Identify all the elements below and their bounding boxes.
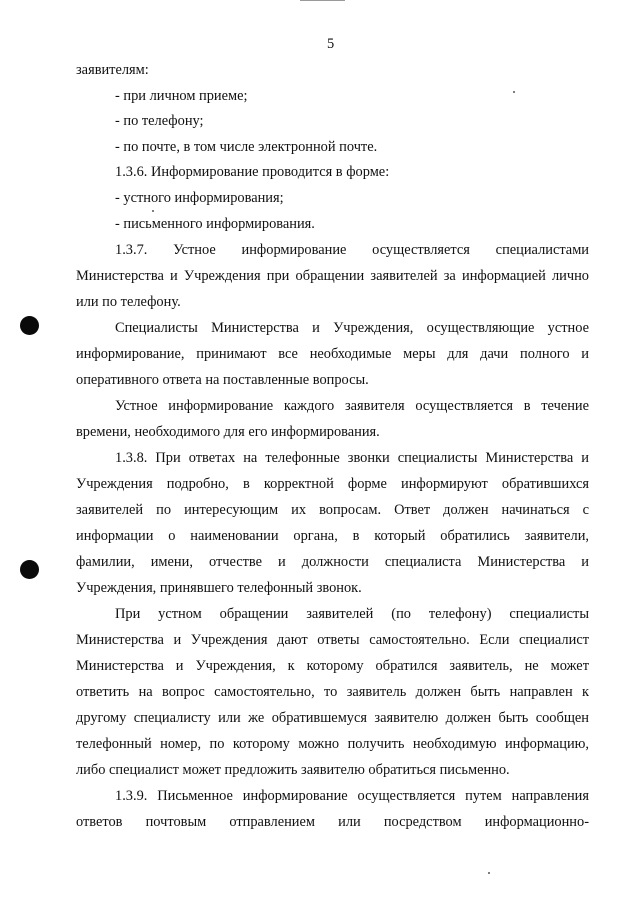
punch-hole-mark [20, 316, 39, 335]
text-line: Устное информирование каждого заявителя осуществляется в течение [115, 398, 589, 414]
text-line: другому специалисту или же обратившемуся заявителю должен быть сообщен [76, 710, 589, 726]
text-line: Учреждения подробно, в корректной форме информируют обратившихся [76, 476, 589, 492]
text-line: 1.3.6. Информирование проводится в форме: [115, 164, 390, 180]
text-line: ответов почтовым отправлением или посредством информационно- [76, 814, 589, 830]
text-line: заявителей по интересующим их вопросам. Ответ должен начинаться с [76, 502, 589, 518]
text-line: телефонный номер, по которому можно получить необходимую информацию, [76, 736, 589, 752]
text-line: информации о наименовании органа, в который обратились заявители, [76, 528, 589, 544]
scan-speck [488, 872, 490, 874]
text-line: Специалисты Министерства и Учреждения, осуществляющие устное [115, 320, 589, 336]
text-line: ответить на вопрос самостоятельно, то заявитель должен быть направлен к [76, 684, 589, 700]
scan-speck [152, 210, 154, 212]
text-line: Министерства и Учреждения дают ответы самостоятельно. Если специалист [76, 632, 589, 648]
text-line: фамилии, имени, отчестве и должности специалиста Министерства и [76, 554, 589, 570]
text-line: времени, необходимого для его информирования. [76, 424, 380, 440]
text-line: заявителям: [76, 62, 149, 78]
text-line: 1.3.8. При ответах на телефонные звонки специалисты Министерства и [115, 450, 589, 466]
page-number: 5 [327, 36, 335, 52]
text-line: При устном обращении заявителей (по телефону) специалисты [115, 606, 589, 622]
text-line: - письменного информирования. [115, 216, 315, 232]
text-line: или по телефону. [76, 294, 181, 310]
text-line: оперативного ответа на поставленные вопросы. [76, 372, 369, 388]
text-line: - при личном приеме; [115, 88, 248, 104]
text-line: Учреждения, принявшего телефонный звонок. [76, 580, 362, 596]
punch-hole-mark [20, 560, 39, 579]
text-line: - устного информирования; [115, 190, 284, 206]
scan-edge-mark [300, 0, 345, 1]
text-line: информирование, принимают все необходимые меры для дачи полного и [76, 346, 589, 362]
text-line: - по почте, в том числе электронной почте. [115, 139, 378, 155]
text-line: 1.3.9. Письменное информирование осуществляется путем направления [115, 788, 589, 804]
text-line: Министерства и Учреждения при обращении заявителей за информацией лично [76, 268, 589, 284]
text-line: 1.3.7. Устное информирование осуществляется специалистами [115, 242, 589, 258]
text-line: Министерства и Учреждения, к которому обратился заявитель, не может [76, 658, 589, 674]
scan-speck [513, 91, 515, 93]
text-line: - по телефону; [115, 113, 204, 129]
text-line: либо специалист может предложить заявителю обратиться письменно. [76, 762, 510, 778]
